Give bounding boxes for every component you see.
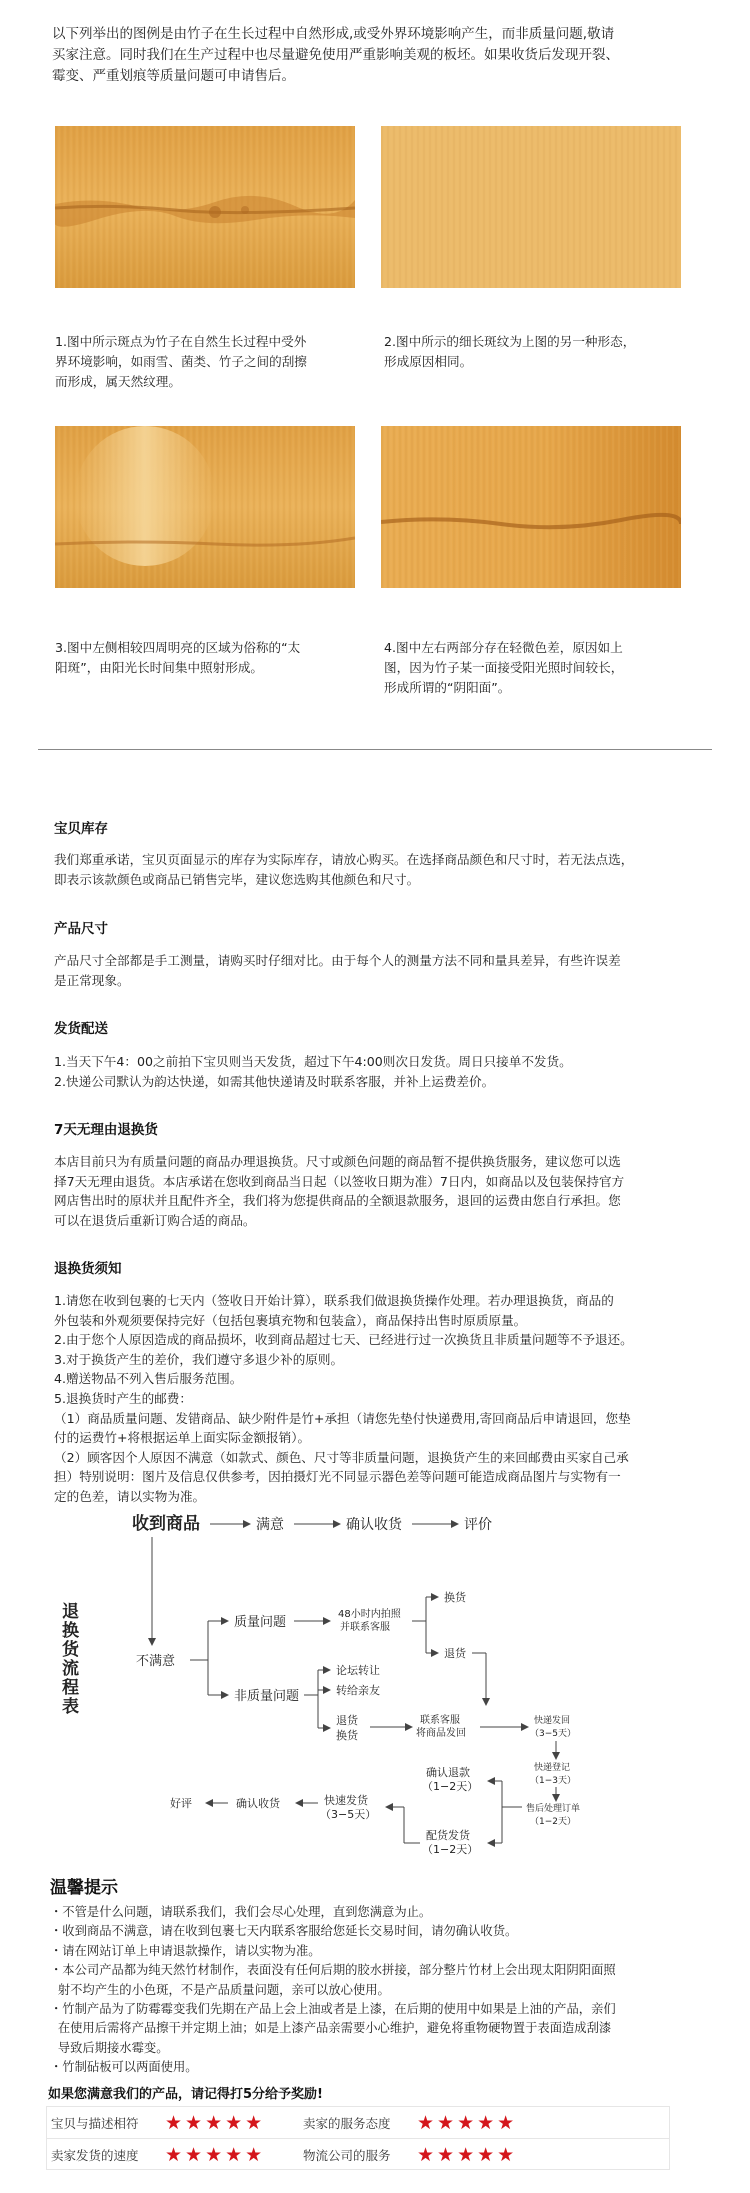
- flow-side-title: 流: [62, 1659, 79, 1679]
- bamboo-photo-spots: [55, 126, 355, 288]
- flow-node-exchange: 换货: [444, 1591, 466, 1604]
- flow-node-return-exchange: 换货: [336, 1729, 358, 1742]
- section-body-return-notice: [54, 1291, 694, 1507]
- caption-line: 1.图中所示斑点为竹子在自然生长过程中受外: [55, 334, 307, 349]
- flow-node-express-register: 快递登记: [534, 1763, 571, 1773]
- flow-node-receive: 收到商品: [132, 1514, 200, 1534]
- body-line: 4.赠送物品不列入售后服务范围。: [54, 1371, 243, 1387]
- body-line: 担）特别说明：图片及信息仅供参考，因拍摄灯光不同显示器色差等问题可能造成商品图片与实物有一: [54, 1469, 621, 1485]
- body-line: 外包装和外观须要保持完好（包括包裹填充物和包装盒），商品保持出售时原质原量。: [54, 1312, 527, 1328]
- section-title-7day-return: 7天无理由退换货: [54, 1122, 158, 1138]
- body-line: 择7天无理由退货。本店承诺在您收到商品当日起（以签收日期为准）7日内，如商品以及包装保持官方: [54, 1173, 625, 1189]
- flow-node-return-exchange: 退货: [336, 1714, 358, 1727]
- caption-line: 4.图中左右两部分存在轻微色差，原因如上: [384, 640, 623, 655]
- flow-side-title: 程: [62, 1678, 79, 1698]
- body-line: 可以在退货后重新订购合适的商品。: [54, 1212, 256, 1228]
- tip-item: ・竹制产品为了防霉霉变我们先期在产品上会上油或者是上漆，在后期的使用中如果是上油的产品，亲们: [50, 2002, 616, 2017]
- intro-text: [52, 24, 712, 87]
- section-body-7day-return: [54, 1152, 694, 1230]
- tip-item: ・本公司产品都为纯天然竹材制作，表面没有任何后期的胶水拼接，部分整片竹材上会出现太阳阴阳面照: [50, 1963, 616, 1978]
- bamboo-photo-yin-yang: [381, 426, 681, 588]
- flow-side-title: 货: [62, 1640, 79, 1660]
- tip-item: ・不管是什么问题，请联系我们，我们会尽心处理，直到您满意为止。: [50, 1905, 432, 1919]
- flow-node-express-back: 快递发回: [534, 1716, 571, 1726]
- flow-node-resend: （1−2天）: [422, 1843, 479, 1856]
- tips-list: [50, 1903, 702, 2078]
- caption-line: 界环境影响，如雨雪、菌类、竹子之间的刮擦: [55, 354, 307, 369]
- flow-node-satisfied: 满意: [256, 1517, 284, 1533]
- rating-table: [46, 2106, 670, 2170]
- section-title-size: 产品尺寸: [54, 921, 108, 937]
- flow-node-friend: 转给亲友: [336, 1684, 380, 1697]
- flow-node-express-register: （1−3天）: [530, 1776, 576, 1786]
- body-line: 即表示该款颜色或商品已销售完毕，建议您选购其他颜色和尺寸。: [54, 871, 420, 887]
- tip-item: 射不均产生的小色斑，不是产品质量问题，亲可以放心使用。: [50, 1982, 390, 1997]
- body-line: （2）顾客因个人原因不满意（如款式、颜色、尺寸等非质量问题，退换货产生的来回邮费由买家自己承: [54, 1449, 629, 1465]
- body-line: 5.退换货时产生的邮费：: [54, 1390, 192, 1406]
- rating-row: [47, 2139, 669, 2171]
- flow-node-confirm: 确认收货: [346, 1517, 402, 1533]
- body-line: 我们郑重承诺，宝贝页面显示的库存为实际库存，请放心购买。在选择商品颜色和尺寸时，若无法点选，: [54, 852, 634, 867]
- section-body-stock: [54, 850, 694, 889]
- body-line: 本店目前只为有质量问题的商品办理退换货。尺寸或颜色问题的商品暂不提供换货服务，建议您可以选: [54, 1154, 621, 1169]
- body-line: 2.由于您个人原因造成的商品损坏，收到商品超过七天、已经进行过一次换货且非质量问题等不予退还。: [54, 1332, 633, 1348]
- bamboo-photo-sun-spot: [55, 426, 355, 588]
- section-title-return-notice: 退换货须知: [54, 1261, 122, 1277]
- section-body-shipping: [54, 1052, 694, 1091]
- caption-4: [384, 638, 684, 698]
- body-line: 产品尺寸全部都是手工测量，请购买时仔细对比。由于每个人的测量方法不同和量具差异，有些许误差: [54, 953, 621, 968]
- flow-side-title: 表: [62, 1697, 79, 1717]
- flow-node-contact48: 并联系客服: [340, 1622, 390, 1633]
- flow-node-confirm-receipt: 确认收货: [236, 1797, 280, 1810]
- flow-node-review: 评价: [464, 1517, 492, 1533]
- intro-line: 霉变、严重划痕等质量问题可申请售后。: [52, 68, 295, 84]
- rating-label: 物流公司的服务: [303, 2147, 391, 2163]
- star-rating-icon: ★★★★★: [165, 2111, 266, 2134]
- caption-line: 形成原因相同。: [384, 354, 473, 369]
- flow-node-contact-cs: 联系客服: [420, 1715, 460, 1726]
- flow-node-contact48: 48小时内拍照: [338, 1609, 401, 1620]
- caption-line: 3.图中左侧相较四周明亮的区域为俗称的“太: [55, 640, 301, 655]
- body-line: 网店售出时的原状并且配件齐全，我们将为您提供商品的全额退款服务，退回的运费由您自行承担。您: [54, 1193, 621, 1209]
- flow-node-express-back: （3−5天）: [530, 1729, 576, 1739]
- tip-item: ・竹制砧板可以两面使用。: [50, 2060, 198, 2075]
- tip-item: 在使用后需将产品擦干并定期上油；如是上漆产品亲需要小心维护，避免将重物硬物置于表面造成刮漆: [50, 2021, 612, 2036]
- flow-node-unsatisfied: 不满意: [136, 1654, 176, 1669]
- body-line: 付的运费竹+将根据运单上面实际金额报销）。: [54, 1430, 311, 1446]
- caption-line: 形成所谓的“阴阳面”。: [384, 680, 511, 695]
- rating-row: [47, 2107, 669, 2139]
- flow-node-forum: 论坛转让: [336, 1664, 380, 1677]
- return-flowchart: [40, 1505, 680, 1885]
- caption-line: 而形成，属天然纹理。: [55, 374, 181, 389]
- tip-item: ・请在网站订单上申请退款操作，请以实物为准。: [50, 1943, 321, 1958]
- flow-node-good-review: 好评: [170, 1797, 192, 1810]
- caption-1: [55, 332, 355, 392]
- flow-node-fast-ship: （3−5天）: [320, 1808, 377, 1821]
- caption-line: 图，因为竹子某一面接受阳光照时间较长，: [384, 660, 624, 675]
- flow-node-confirm-refund: 确认退款: [426, 1766, 470, 1779]
- caption-3: [55, 638, 355, 678]
- caption-line: 阳斑”，由阳光长时间集中照射形成。: [55, 660, 264, 675]
- flow-node-resend: 配货发货: [426, 1829, 470, 1842]
- body-line: （1）商品质量问题、发错商品、缺少附件是竹+承担（请您先垫付快递费用,寄回商品后申请退回，您垫: [54, 1410, 631, 1426]
- body-line: 定的色差，请以实物为准。: [54, 1488, 206, 1504]
- flow-node-after-sales: （1−2天）: [530, 1817, 576, 1827]
- body-line: 是正常现象。: [54, 972, 130, 988]
- body-line: 2.快递公司默认为韵达快递，如需其他快递请及时联系客服，并补上运费差价。: [54, 1073, 495, 1089]
- caption-2: [384, 332, 684, 372]
- section-title-shipping: 发货配送: [54, 1021, 108, 1037]
- flow-side-title: 退: [62, 1602, 79, 1622]
- flow-node-nonquality: 非质量问题: [234, 1689, 300, 1704]
- flow-node-confirm-refund: （1−2天）: [422, 1780, 479, 1793]
- rating-label: 卖家发货的速度: [51, 2147, 139, 2163]
- star-rating-icon: ★★★★★: [417, 2143, 518, 2166]
- bamboo-photo-thin-stripe: [381, 126, 681, 288]
- intro-line: 买家注意。同时我们在生产过程中也尽量避免使用严重影响美观的板坯。如果收货后发现开裂、: [52, 47, 619, 63]
- tips-title: 温馨提示: [50, 1878, 118, 1898]
- flow-node-refund: 退货: [444, 1647, 466, 1660]
- body-line: 1.当天下午4：00之前拍下宝贝则当天发货，超过下午4:00则次日发货。周日只接单不发货。: [54, 1054, 572, 1069]
- star-rating-icon: ★★★★★: [417, 2111, 518, 2134]
- tip-item: ・收到商品不满意，请在收到包裹七天内联系客服给您延长交易时间，请勿确认收货。: [50, 1924, 518, 1939]
- flow-node-contact-cs: 将商品发回: [416, 1728, 466, 1739]
- tip-item: 导致后期接水霉变。: [50, 2040, 169, 2055]
- rating-label: 卖家的服务态度: [303, 2115, 391, 2131]
- rating-heading: 如果您满意我们的产品，请记得打5分给予奖励!: [48, 2087, 323, 2102]
- flow-side-title: 换: [62, 1621, 79, 1641]
- section-title-stock: 宝贝库存: [54, 821, 108, 837]
- intro-line: 以下列举出的图例是由竹子在生长过程中自然形成,或受外界环境影响产生，而非质量问题,敬请: [52, 26, 615, 42]
- flow-node-fast-ship: 快速发货: [324, 1794, 368, 1807]
- caption-line: 2.图中所示的细长斑纹为上图的另一种形态，: [384, 334, 636, 349]
- section-body-size: [54, 951, 694, 990]
- rating-label: 宝贝与描述相符: [51, 2115, 139, 2131]
- body-line: 3.对于换货产生的差价，我们遵守多退少补的原则。: [54, 1351, 344, 1367]
- star-rating-icon: ★★★★★: [165, 2143, 266, 2166]
- flow-node-after-sales: 售后处理订单: [526, 1804, 581, 1814]
- rating-cell: [299, 2139, 629, 2170]
- rating-cell: [299, 2107, 629, 2138]
- body-line: 1.请您在收到包裹的七天内（签收日开始计算），联系我们做退换货操作处理。若办理退换货，商品的: [54, 1293, 614, 1308]
- flow-node-quality: 质量问题: [234, 1615, 287, 1630]
- divider: [38, 749, 712, 750]
